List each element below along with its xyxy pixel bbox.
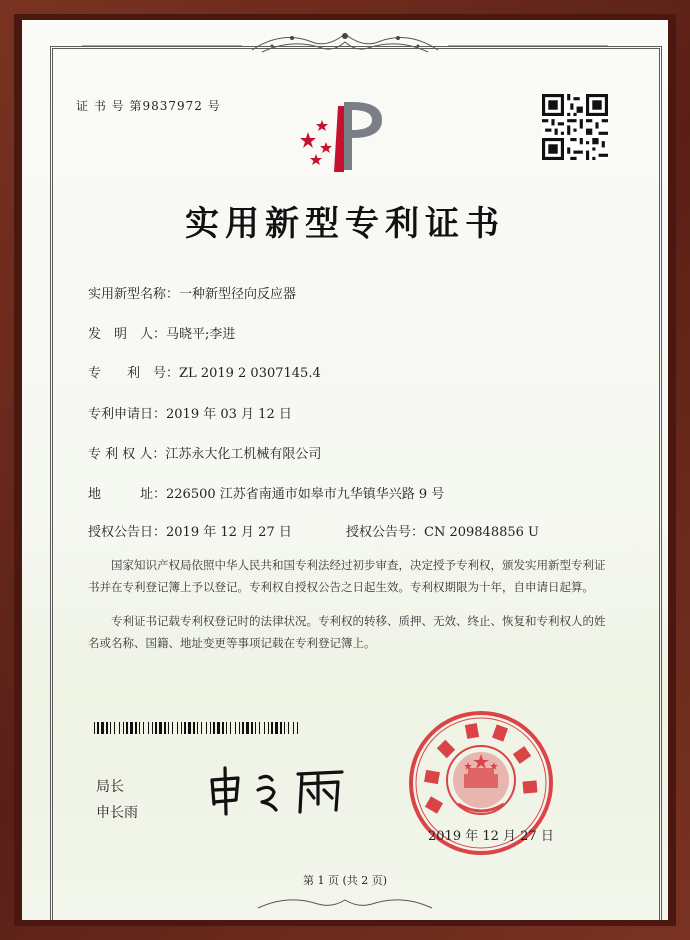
certificate-paper — [22, 20, 668, 920]
field-value: 马晓平;李进 — [166, 327, 236, 342]
barcode — [94, 722, 300, 734]
field-grant-date — [88, 521, 292, 540]
field-filing-date — [88, 403, 292, 422]
field-label: 地 址： — [88, 487, 167, 502]
field-label: 授权公告日： — [88, 525, 167, 540]
certificate-number: 证 书 号 第9837972 号 — [76, 99, 221, 113]
director-name: 申长雨 — [96, 805, 138, 821]
field-grant-number — [346, 521, 539, 540]
field-value: ZL 2019 2 0307145.4 — [179, 366, 321, 381]
field-label: 授权公告号： — [346, 525, 425, 540]
field-value: 江苏永大化工机械有限公司 — [165, 447, 322, 462]
field-patent-number — [88, 362, 321, 381]
field-value: 一种新型径向反应器 — [179, 287, 297, 302]
bottom-ornament — [22, 878, 668, 918]
director-title: 局长 — [96, 779, 124, 795]
field-address — [88, 483, 444, 502]
statement-paragraph-2: 专利证书记载专利权登记时的法律状况。专利权的转移、质押、无效、终止、恢复和专利权人的姓名或名称、国籍、地址变更等事项记载在专利登记簿上。 — [88, 614, 606, 650]
field-label: 专 利 权 人： — [88, 447, 166, 462]
certificate-title: 实用新型专利证书 — [185, 204, 505, 244]
field-label: 实用新型名称： — [88, 287, 180, 302]
field-value: 2019 年 12 月 27 日 — [166, 525, 292, 540]
field-patentee — [88, 443, 321, 462]
field-value: CN 209848856 U — [424, 525, 539, 540]
field-label: 专利申请日： — [88, 407, 167, 422]
statement-paragraph-1: 国家知识产权局依照中华人民共和国专利法经过初步审查，决定授予专利权，颁发实用新型专利证书并在专利登记簿上予以登记。专利权自授权公告之日起生效。专利权期限为十年，自申请日起算。 — [88, 558, 606, 594]
cnipa-logo — [286, 98, 406, 178]
field-value: 226500 江苏省南通市如皋市九华镇华兴路 9 号 — [166, 487, 445, 502]
seal-date: 2019 年 12 月 27 日 — [428, 829, 554, 844]
qr-code — [542, 94, 608, 160]
field-label: 专 利 号： — [88, 366, 180, 381]
field-label: 发 明 人： — [88, 327, 167, 342]
field-inventor — [88, 323, 235, 342]
page-number: 第 1 页 (共 2 页) — [302, 874, 388, 887]
field-value: 2019 年 03 月 12 日 — [166, 407, 292, 422]
field-utility-name — [88, 283, 296, 302]
director-signature — [202, 760, 362, 820]
